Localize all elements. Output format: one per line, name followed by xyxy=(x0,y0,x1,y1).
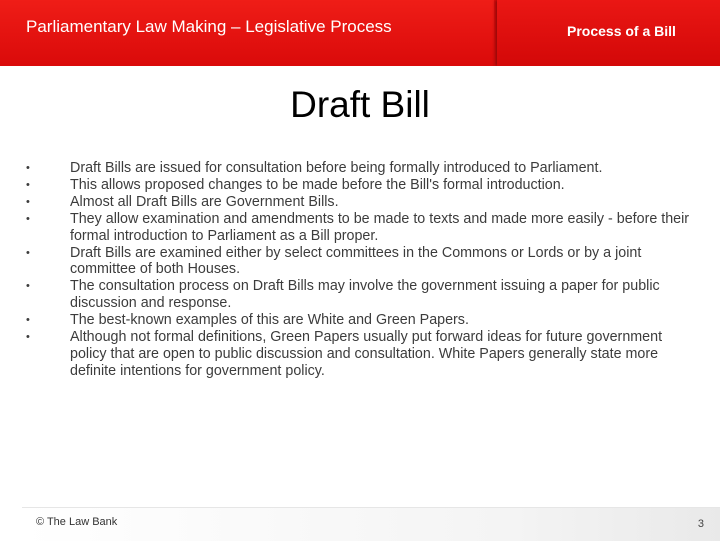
bullet-text: This allows proposed changes to be made before the Bill's formal introduction. xyxy=(70,176,565,193)
footer-bar xyxy=(22,507,720,541)
bullet-item xyxy=(26,160,696,177)
bullet-item xyxy=(26,245,696,279)
presentation-title: Parliamentary Law Making – Legislative Process xyxy=(26,17,392,36)
bullet-icon: • xyxy=(26,212,30,225)
bullet-list xyxy=(26,160,696,380)
bullet-item xyxy=(26,177,696,194)
page-number: 3 xyxy=(697,518,704,530)
footer-copyright: © The Law Bank xyxy=(36,516,118,528)
bullet-item xyxy=(26,329,696,380)
bullet-icon: • xyxy=(26,195,30,208)
bullet-item xyxy=(26,211,696,245)
section-title: Process of a Bill xyxy=(567,23,676,39)
bullet-icon: • xyxy=(26,162,30,174)
header-bar xyxy=(0,0,720,66)
bullet-text: They allow examination and amendments to be made to texts and made more easily - before their formal introduction to Parliament as a Bill proper. xyxy=(70,210,690,244)
bullet-icon: • xyxy=(26,178,30,191)
bullet-item xyxy=(26,194,696,211)
bullet-text: The consultation process on Draft Bills may involve the government issuing a paper for public discussion and response. xyxy=(70,278,660,312)
bullet-icon: • xyxy=(26,331,30,344)
bullet-item xyxy=(26,312,696,329)
bullet-text: The best-known examples of this are White and Green Papers. xyxy=(70,312,469,329)
bullet-text: Draft Bills are issued for consultation before being formally introduced to Parliament. xyxy=(70,160,603,176)
bullet-text: Almost all Draft Bills are Government Bills. xyxy=(70,193,339,210)
bullet-text: Draft Bills are examined either by select committees in the Commons or Lords or by a joint committee of both Houses. xyxy=(70,244,642,278)
bullet-item xyxy=(26,278,696,312)
bullet-icon: • xyxy=(26,280,30,293)
bullet-icon: • xyxy=(26,246,30,259)
bullet-text: Although not formal definitions, Green Papers usually put forward ideas for future government policy that are open to public discussion and consultation. White Papers generally state more definite intentions for government policy. xyxy=(70,329,663,379)
slide-title: Draft Bill xyxy=(290,84,430,125)
bullet-icon: • xyxy=(26,314,30,327)
